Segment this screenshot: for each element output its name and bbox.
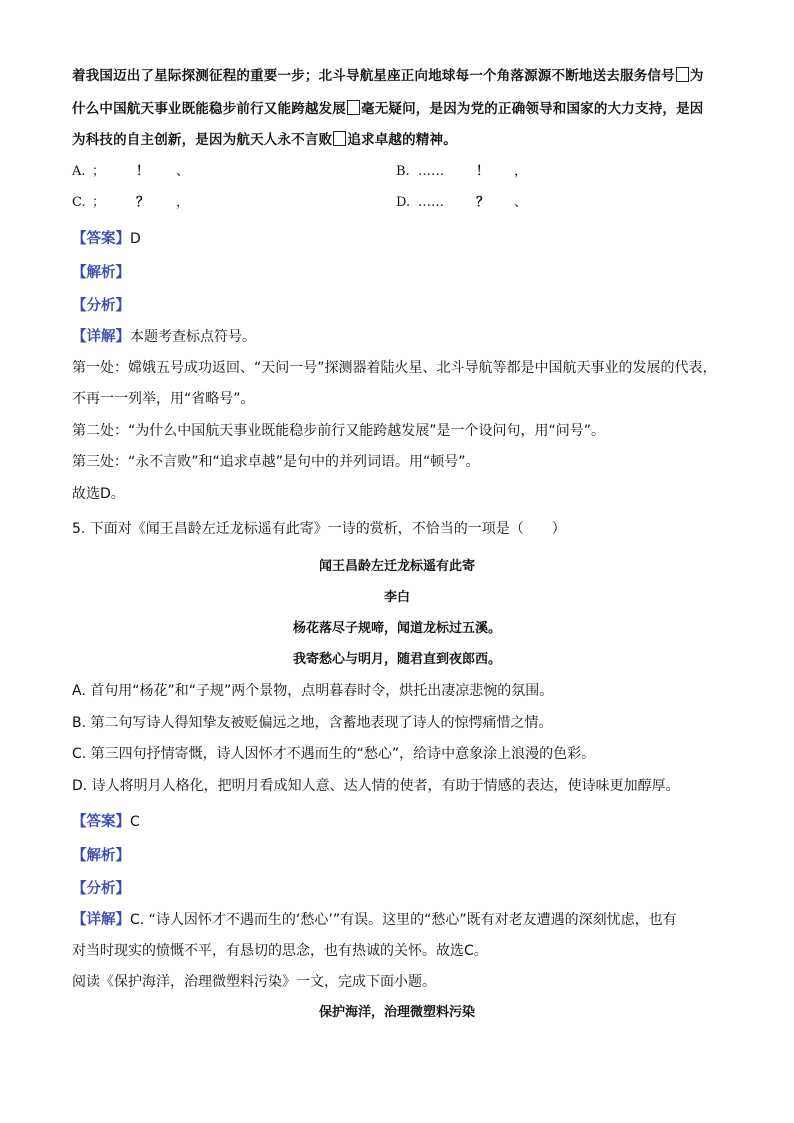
passage-text: 追求卓越的精神。 xyxy=(347,132,457,148)
option-mark: …… xyxy=(418,164,444,179)
q4-point-1a: 第一处：嫦娥五号成功返回、“天问一号”探测器着陆火星、北斗导航等都是中国航天事业的发展的代表， xyxy=(72,360,717,376)
option-letter: D. xyxy=(396,195,411,210)
jiexi-tag: 【解析】 xyxy=(72,265,130,281)
passage-line-1 xyxy=(72,66,704,86)
option-letter: B. xyxy=(396,164,410,179)
jiexi-tag: 【解析】 xyxy=(72,848,130,864)
reading-intro: 阅读《保护海洋，治理微塑料污染》一文，完成下面小题。 xyxy=(72,974,436,990)
q5-xiangjie xyxy=(72,910,677,930)
answer-tag: 【答案】 xyxy=(72,231,130,247)
option-mark: 、 xyxy=(514,195,528,210)
poem-title: 闻王昌龄左迁龙标遥有此寄 xyxy=(318,559,475,574)
blank-box xyxy=(676,67,689,82)
q5-option-a: A. 首句用“杨花”和“子规”两个景物，点明暮春时令，烘托出凄凉悲惋的氛围。 xyxy=(72,683,554,699)
q5-jiexi xyxy=(72,846,130,866)
fenxi-tag: 【分析】 xyxy=(72,881,130,897)
blank-box xyxy=(347,100,360,115)
option-letter: C. xyxy=(72,195,86,210)
fenxi-tag: 【分析】 xyxy=(72,298,130,314)
q4-fenxi xyxy=(72,296,130,316)
q4-conclusion: 故选D。 xyxy=(72,486,125,502)
option-mark: …… xyxy=(418,195,444,210)
passage-line-3 xyxy=(72,130,457,150)
option-mark: ； xyxy=(92,195,106,210)
q4-point-3: 第三处：“永不言败”和“追求卓越”是句中的并列词语。用“顿号”。 xyxy=(72,454,480,470)
option-letter: A. xyxy=(72,164,86,179)
xiangjie-tag: 【详解】 xyxy=(72,329,130,345)
passage-text: 毫无疑问，是因为党的正确领导和国家的大力支持，是因 xyxy=(361,101,704,117)
q5-xiangjie-cont: 对当时现实的愤慨不平，有恳切的思念，也有热诚的关怀。故选C。 xyxy=(72,943,488,959)
option-mark: ？ xyxy=(136,195,150,210)
option-mark: ； xyxy=(92,164,106,179)
answer-value: D xyxy=(130,231,141,247)
option-d xyxy=(396,193,528,213)
passage-text: 什么中国航天事业既能稳步前行又能跨越发展 xyxy=(72,101,346,117)
option-mark: ！ xyxy=(136,164,150,179)
xiangjie-text: C. “诗人因怀才不遇而生的‘愁心’”有误。这里的“愁心”既有对老友遭遇的深刻忧虑，也有 xyxy=(130,912,677,928)
poem-line-2: 我寄愁心与明月，随君直到夜郎西。 xyxy=(292,652,501,667)
q5-option-c: C. 第三四句抒情寄慨，诗人因怀才不遇而生的“愁心”，给诗中意象涂上浪漫的色彩。 xyxy=(72,746,596,762)
xiangjie-tag: 【详解】 xyxy=(72,912,130,928)
passage-text: 为科技的自主创新，是因为航天人永不言败 xyxy=(72,132,333,148)
option-b xyxy=(396,162,528,182)
q4-xiangjie xyxy=(72,327,256,347)
blank-box xyxy=(333,131,346,146)
q5-fenxi xyxy=(72,879,130,899)
option-mark: ？ xyxy=(476,195,490,210)
q4-jiexi xyxy=(72,263,130,283)
option-c xyxy=(72,193,190,213)
option-mark: ， xyxy=(514,164,528,179)
reading-title: 保护海洋，治理微塑料污染 xyxy=(318,1005,475,1020)
passage-line-2 xyxy=(72,99,704,119)
option-mark: 、 xyxy=(176,164,190,179)
passage-text: 为 xyxy=(689,68,704,84)
passage-text: 着我国迈出了星际探测征程的重要一步；北斗导航星座正向地球每一个角落源源不断地送去服务信号 xyxy=(72,68,675,84)
q5-answer xyxy=(72,812,140,832)
poem-author: 李白 xyxy=(383,590,410,605)
q5-option-d: D. 诗人将明月人格化，把明月看成知人意、达人情的使者，有助于情感的表达，使诗味更加醇厚。 xyxy=(72,778,680,794)
answer-value: C xyxy=(130,814,140,830)
option-mark: ！ xyxy=(476,164,490,179)
q5-stem: 5. 下面对《闻王昌龄左迁龙标遥有此寄》一诗的赏析，不恰当的一项是（ ） xyxy=(72,521,566,537)
option-mark: ， xyxy=(176,195,190,210)
answer-tag: 【答案】 xyxy=(72,814,130,830)
q4-point-1b: 不再一一列举，用“省略号”。 xyxy=(72,391,255,407)
q5-option-b: B. 第二句写诗人得知挚友被贬偏远之地，含蓄地表现了诗人的惊愕痛惜之情。 xyxy=(72,715,553,731)
poem-line-1: 杨花落尽子规啼，闻道龙标过五溪。 xyxy=(292,621,501,636)
q4-answer xyxy=(72,229,141,249)
q4-point-2: 第二处：“为什么中国航天事业既能稳步前行又能跨越发展”是一个设问句，用“问号”。 xyxy=(72,423,606,439)
xiangjie-text: 本题考查标点符号。 xyxy=(130,329,256,345)
option-a xyxy=(72,162,190,182)
